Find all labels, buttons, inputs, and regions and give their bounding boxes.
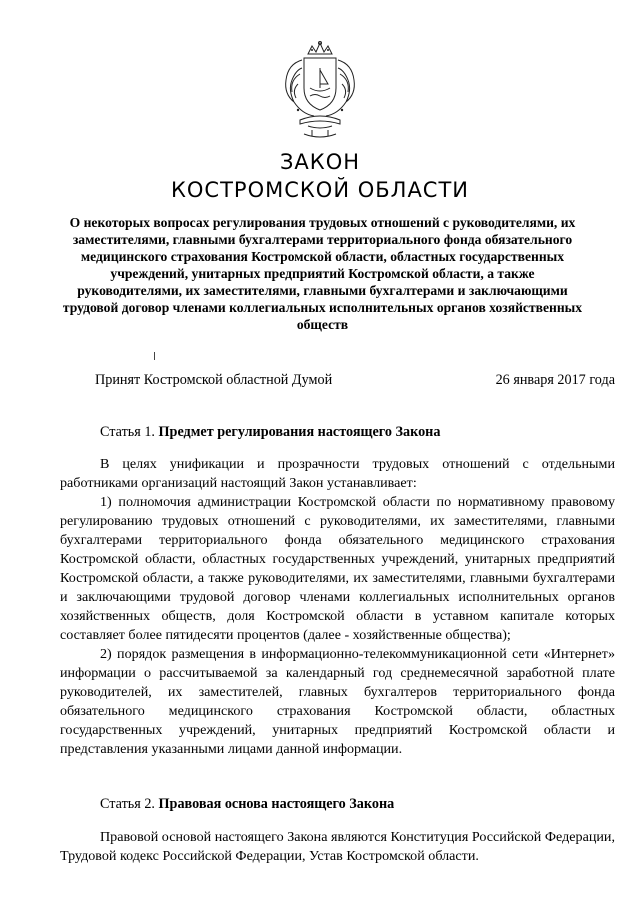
article-1-heading xyxy=(100,424,440,441)
article-1-number: Статья 1. xyxy=(100,424,155,440)
article-2-heading xyxy=(100,796,394,813)
region-title: КОСТРОМСКОЙ ОБЛАСТИ xyxy=(170,178,470,202)
article-1-paragraph-item-2: 2) порядок размещения в информационно-телекоммуникационной сети «Интернет» информации о рассчитываемой за календарный год среднемесячной заработной плате руководителей, их заместителей, главных бухгалтеров территориального фонда обязательного медицинского страхования Костромской области, областных государственных учреждений, унитарных предприятий Костромской области и представления указанными лицами данной информации. xyxy=(60,646,615,757)
scan-mark xyxy=(154,352,155,360)
adopted-by-text: Принят Костромской областной Думой xyxy=(95,372,333,388)
kostroma-coat-of-arms-icon xyxy=(278,40,362,140)
article-1-title: Предмет регулирования настоящего Закона xyxy=(158,424,441,440)
law-subject-heading: О некоторых вопросах регулирования трудовых отношений с руководителями, их заместителями, главными бухгалтерами территориального фонда обязательного медицинского страхования Костромской области, областных государственных учреждений, унитарных предприятий Костромской области, а также руководителями, их заместителями, главными бухгалтерами и заключающими трудовой договор членами коллегиальных исполнительных органов хозяйственных обществ xyxy=(62,215,583,332)
document-type-title: ЗАКОН xyxy=(279,150,361,174)
article-2-title: Правовая основа настоящего Закона xyxy=(158,796,395,812)
adoption-date: 26 января 2017 года xyxy=(495,372,615,388)
article-2-number: Статья 2. xyxy=(100,796,155,812)
article-2-body xyxy=(60,828,615,866)
article-1-paragraph-item-1: 1) полномочия администрации Костромской области по нормативному правовому регулированию трудовых отношений с руководителями, их заместителями, главными бухгалтерами территориального фонда обязательного медицинского страхования Костромской области, областных государственных учреждений, унитарных предприятий Костромской области, а также руководителями, их заместителями, главными бухгалтерами и заключающими трудовой договор членами коллегиальных исполнительных органов хозяйственных обществ, доля Костромской области в уставном капитале которых составляет более пятидесяти процентов (далее - хозяйственные общества); xyxy=(60,494,615,643)
article-1-body xyxy=(60,455,615,759)
article-1-paragraph-intro: В целях унификации и прозрачности трудовых отношений с отдельными работниками организаций настоящий Закон устанавливает: xyxy=(60,456,615,491)
article-2-paragraph: Правовой основой настоящего Закона являются Конституция Российской Федерации, Трудовой кодекс Российской Федерации, Устав Костромской области. xyxy=(60,829,615,864)
